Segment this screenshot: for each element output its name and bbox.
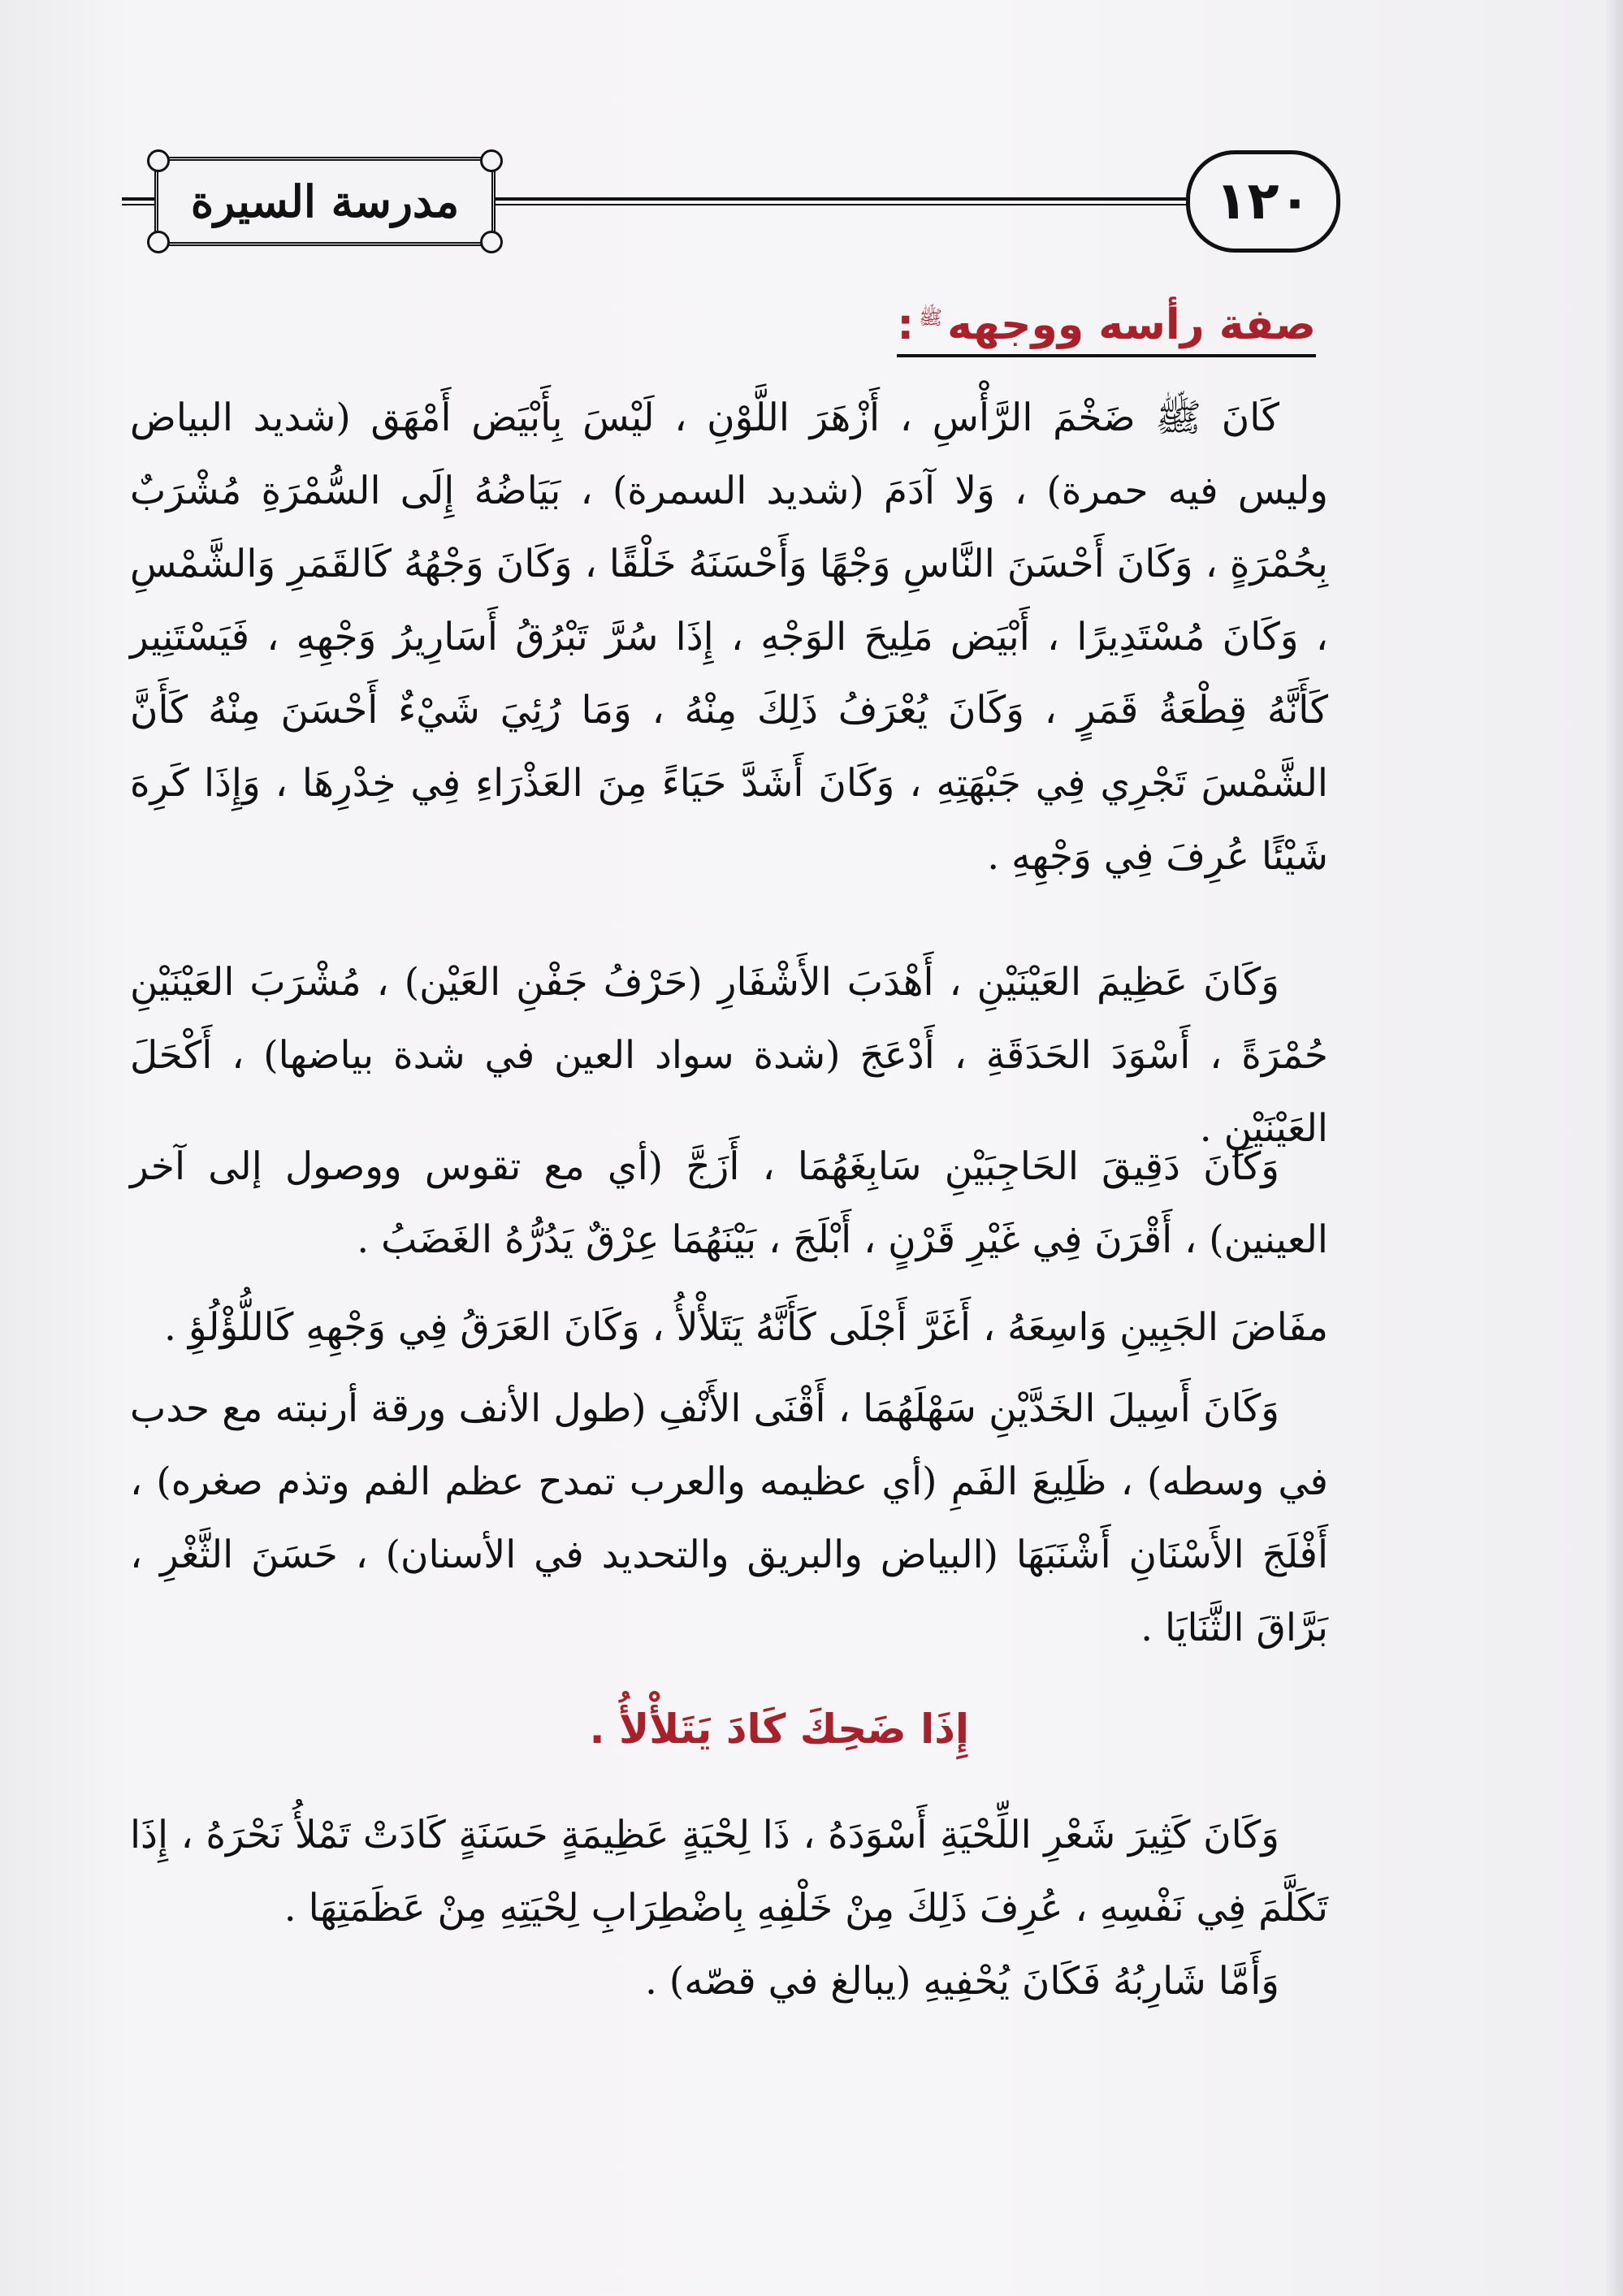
section-heading-text: صفة رأسه ووجهه [947, 301, 1316, 349]
honorific-mark: ﷺ [919, 305, 943, 329]
frame-corner-ornament [480, 149, 503, 172]
paragraph-head-and-face [130, 382, 1328, 893]
paragraph-text: مفَاضَ الجَبِينِ وَاسِعَهُ ، أَغَرَّ أَجْلَى كَأَنَّهُ يَتَلأْلأُ ، وَكَانَ العَرَقُ فِي وَجْهِهِ كَاللُّؤْلُؤِ . [164, 1305, 1328, 1350]
page-header [122, 150, 1332, 248]
section-heading [897, 301, 1316, 357]
frame-corner-ornament [147, 149, 170, 172]
paragraph-text: وَكَانَ عَظِيمَ العَيْنَيْنِ ، أَهْدَبَ الأَشْفَارِ (حَرْفُ جَفْنِ العَيْن) ، مُشْرَبَ العَيْنَيْنِ حُمْرَةً ، أَسْوَدَ الحَدَقَةِ ، أَدْعَجَ (شدة سواد العين في شدة بياضها) ، أَكْحَلَ العَيْنَيْنِ . [130, 960, 1328, 1151]
paragraph-text: كَانَ ﷺ ضَخْمَ الرَّأْسِ ، أَزْهَرَ اللَّوْنِ ، لَيْسَ بِأَبْيَض أَمْهَق (شديد البياض وليس فيه حمرة) ، وَلا آدَمَ (شديد السمرة) ، بَيَاضُهُ إِلَى السُّمْرَةِ مُشْرَبٌ بِحُمْرَةٍ ، وَكَانَ أَحْسَنَ النَّاسِ وَجْهًا وَأَحْسَنَهُ خَلْقًا ، وَكَانَ وَجْهُهُ كَالقَمَرِ وَالشَّمْسِ ، وَكَانَ مُسْتَدِيرًا ، أَبْيَض مَلِيحَ الوَجْهِ ، إِذَا سُرَّ تَبْرُقُ أَسَارِيرُ وَجْهِهِ ، فَيَسْتَنِير كَأَنَّهُ قِطْعَةُ قَمَرٍ ، وَكَانَ يُعْرَفُ ذَلِكَ مِنْهُ ، وَمَا رُئِيَ شَيْءٌ أَحْسَنَ مِنْهُ كَأَنَّ الشَّمْسَ تَجْرِي فِي جَبْهَتِهِ ، وَكَانَ أَشَدَّ حَيَاءً مِنَ العَذْرَاءِ فِي خِدْرِهَا ، وَإِذَا كَرِهَ شَيْئًا عُرِفَ فِي وَجْهِهِ . [130, 396, 1328, 879]
frame-corner-ornament [480, 231, 503, 253]
paragraph-text: وَأَمَّا شَارِبُهُ فَكَانَ يُحْفِيهِ (يبالغ في قصّه) . [645, 1959, 1279, 2004]
book-title-frame [154, 157, 496, 246]
frame-corner-ornament [147, 231, 170, 253]
paragraph-text: وَكَانَ أَسِيلَ الخَدَّيْنِ سَهْلَهُمَا ، أَقْنَى الأَنْفِ (طول الأنف ورقة أرنبته مع حدب في وسطه) ، ظَلِيعَ الفَمِ (أي عظيمه والعرب تمدح عظم الفم وتذم صغره) ، أَفْلَجَ الأَسْنَانِ أَشْنَبَهَا (البياض والبريق والتحديد في الأسنان) ، حَسَنَ الثَّغْرِ ، بَرَّاقَ الثَّنَايَا . [130, 1386, 1328, 1650]
page-edge-shadow [1605, 0, 1623, 2296]
paragraph-mustache [130, 1945, 1328, 2018]
paragraph-text: وَكَانَ دَقِيقَ الحَاجِبَيْنِ سَابِغَهُمَا ، أَزَجَّ (أي مع تقوس ووصول إلى آخر العينين) ، أَقْرَنَ فِي غَيْرِ قَرْنٍ ، أَبْلَجَ ، بَيْنَهُمَا عِرْقٌ يَدُرُّهُ الغَضَبُ . [130, 1144, 1328, 1262]
paragraph-text: وَكَانَ كَثِيرَ شَعْرِ اللِّحْيَةِ أَسْوَدَهُ ، ذَا لِحْيَةٍ عَظِيمَةٍ حَسَنَةٍ كَادَتْ تَمْلأُ نَحْرَهُ ، إِذَا تَكَلَّمَ فِي نَفْسِهِ ، عُرِفَ ذَلِكَ مِنْ خَلْفِهِ بِاضْطِرَابِ لِحْيَتِهِ مِنْ عَظَمَتِهَا . [130, 1813, 1328, 1931]
subheading-smile: إِذَا ضَحِكَ كَادَ يَتَلأْلأُ . [589, 1706, 969, 1753]
page-number: ١٢٠ [1215, 171, 1311, 231]
paragraph-cheeks-nose-mouth [130, 1373, 1328, 1665]
paragraph-eyebrows [130, 1131, 1328, 1277]
paragraph-forehead [130, 1291, 1328, 1364]
section-heading-end-mark: : [897, 301, 915, 349]
paragraph-beard [130, 1799, 1328, 1945]
page-number-frame [1186, 150, 1340, 253]
book-title: مدرسة السيرة [190, 175, 460, 227]
